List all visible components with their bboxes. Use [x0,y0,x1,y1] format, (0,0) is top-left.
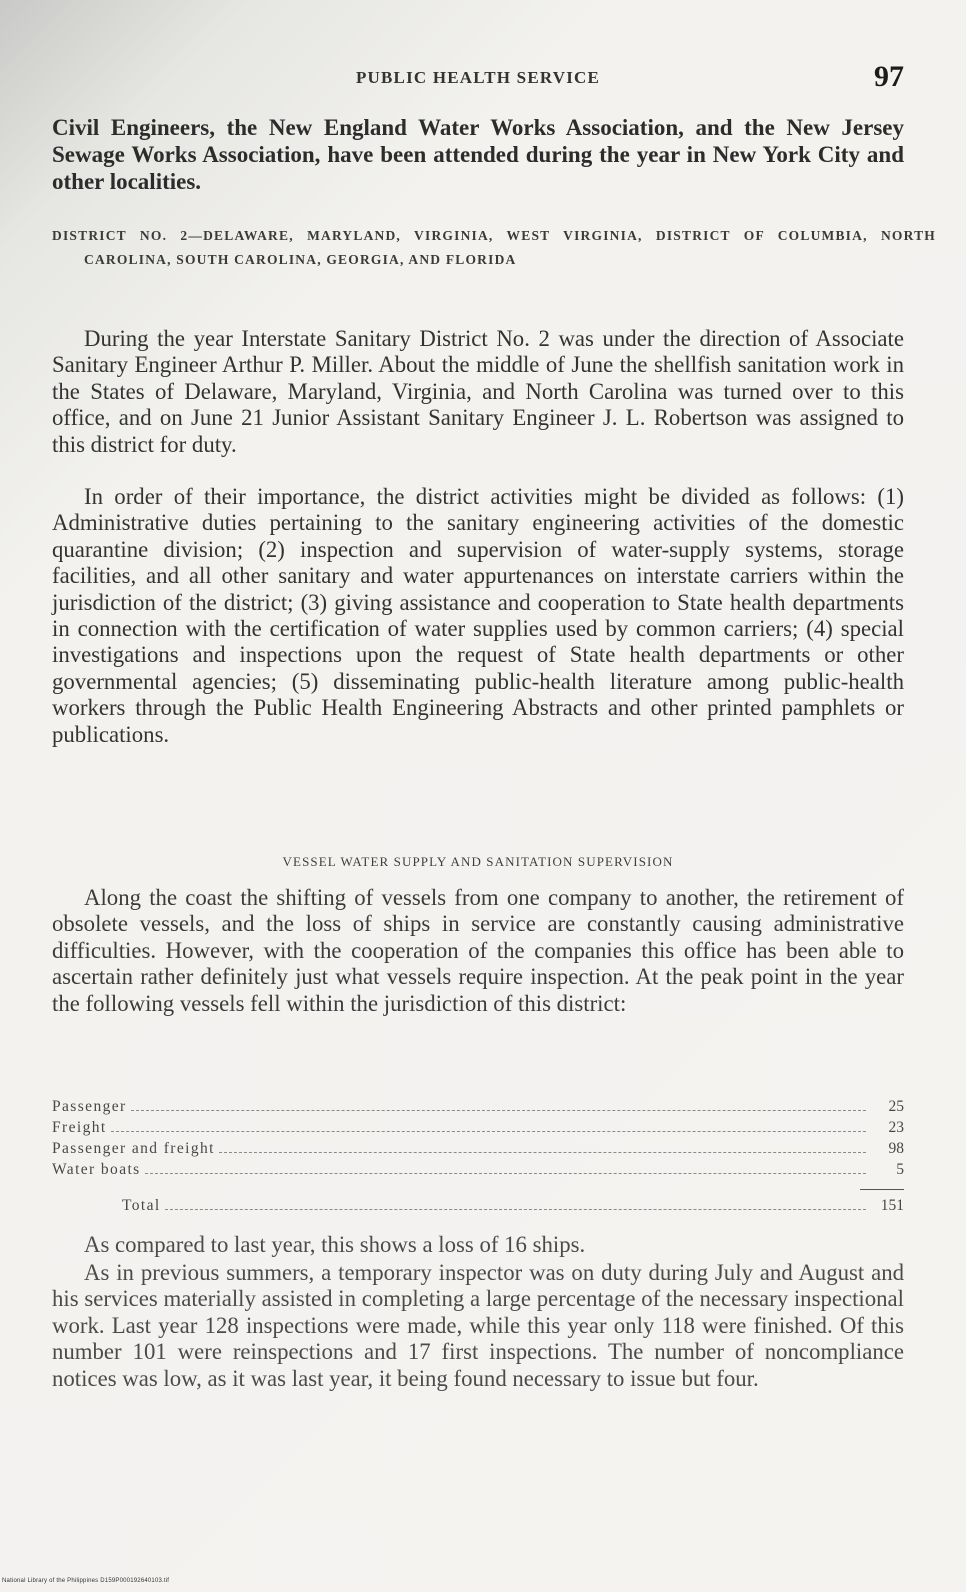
table-row [52,1137,904,1158]
running-head: PUBLIC HEALTH SERVICE [355,68,601,87]
section-heading: VESSEL WATER SUPPLY AND SANITATION SUPERVISION [282,854,674,869]
page-header [52,60,904,96]
paragraph-district-activities: In order of their importance, the district activities might be divided as follows: (1) Administrative duties pertaining to the sanitary engineering activities of the domestic quarantine division; (2) inspection and supervision of water-supply systems, storage facilities, and all other sanitary and water appurtenances on interstate carriers within the jurisdiction of the district; (3) giving assistance and cooperation to State health departments in connection with the certification of water supplies used by common carriers; (4) special investigations and inspections upon the request of State health departments or other governmental agencies; (5) disseminating public-health literature among public-health workers through the Public Health Engineering Abstracts and other printed pamphlets or publications. [52,484,904,747]
row-value: 5 [896,1161,904,1178]
leader-dots [145,1173,866,1174]
paragraph-inspections: As in previous summers, a temporary inspector was on duty during July and August and his services materially assisted in completing a large percentage of the necessary inspectional work. Last year 128 inspections were made, while this year only 118 were finished. Of this number 101 were reinspections and 17 first inspections. The number of noncompliance notices was low, as it was last year, it being found necessary to issue but four. [52,1260,904,1391]
row-label: Freight [52,1119,107,1136]
row-label: Passenger and freight [52,1140,215,1157]
leader-dots [111,1131,866,1132]
table-row [52,1095,904,1116]
total-label: Total [122,1197,161,1214]
row-value: 25 [888,1098,904,1115]
paragraph-vessel-supervision: Along the coast the shifting of vessels from one company to another, the retirement of obsolete vessels, and the loss of ships in service are constantly causing administrative difficulties. However, with the cooperation of the companies this office has been able to ascertain rather definitely just what vessels require inspection. At the peak point in the year the following vessels fell within the jurisdiction of this district: [52,885,904,1016]
district-heading: DISTRICT NO. 2—DELAWARE, MARYLAND, VIRGINIA, WEST VIRGINIA, DISTRICT OF COLUMBIA, NORTH CAROLINA, SOUTH CAROLINA, GEORGIA, AND FLORIDA [52,228,936,267]
page-number: 97 [874,60,904,93]
paragraph-comparison: As compared to last year, this shows a loss of 16 ships. [84,1232,586,1257]
row-label: Water boats [52,1161,141,1178]
table-row [52,1158,904,1179]
scan-footer: National Library of the Philippines D159P000192640103.tif [2,1578,170,1584]
total-row [52,1194,904,1215]
leader-dots [131,1110,866,1111]
continuation-paragraph: Civil Engineers, the New England Water Works Association, and the New Jersey Sewage Works Association, have been attended during the year in New York City and other localities. [52,115,904,194]
total-rule [860,1189,904,1190]
row-value: 23 [888,1119,904,1136]
leader-dots [219,1152,866,1153]
row-value: 98 [888,1140,904,1157]
leader-dots [165,1209,866,1210]
vessel-count-table [52,1095,904,1215]
table-row [52,1116,904,1137]
paragraph-district-direction: During the year Interstate Sanitary District No. 2 was under the direction of Associate Sanitary Engineer Arthur P. Miller. About the middle of June the shellfish sanitation work in the States of Delaware, Maryland, Virginia, and North Carolina was turned over to this office, and on June 21 Junior Assistant Sanitary Engineer J. L. Robertson was assigned to this district for duty. [52,326,904,457]
total-value: 151 [880,1197,904,1214]
row-label: Passenger [52,1098,127,1115]
